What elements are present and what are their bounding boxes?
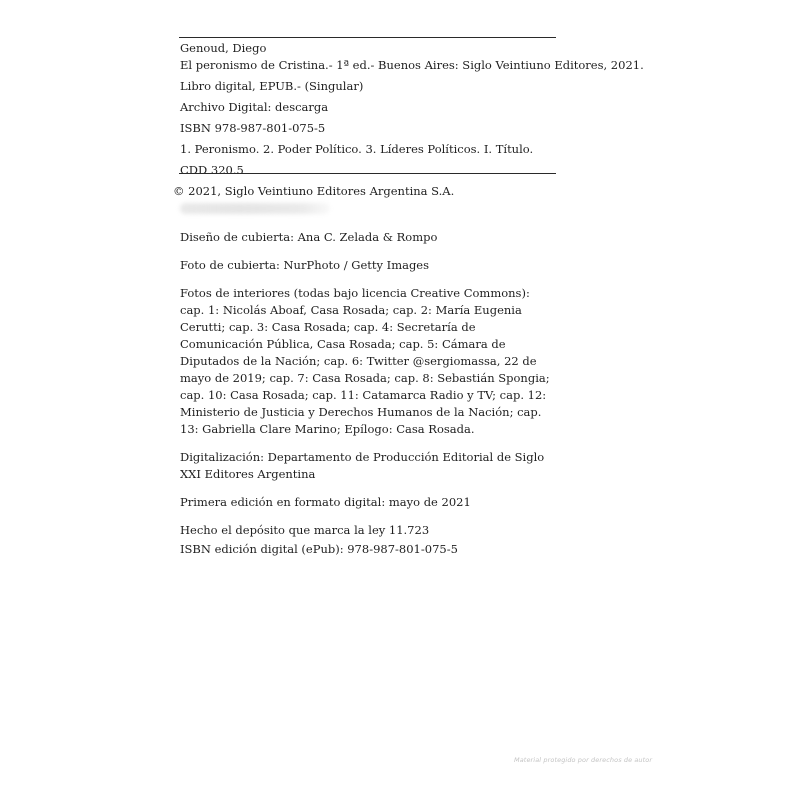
catalog-file-type: Archivo Digital: descarga — [180, 100, 329, 114]
catalog-author: Genoud, Diego — [180, 41, 267, 55]
catalog-cdd: CDD 320.5 — [180, 163, 244, 177]
catalog-format: Libro digital, EPUB.- (Singular) — [180, 79, 364, 93]
copyright-watermark: Material protegido por derechos de autor — [514, 756, 653, 764]
catalog-isbn: ISBN 978-987-801-075-5 — [180, 121, 326, 135]
copyright-notice: © 2021, Siglo Veintiuno Editores Argentina S.A. — [173, 184, 455, 198]
legal-deposit-note: Hecho el depósito que marca la ley 11.723 — [180, 523, 430, 537]
catalog-bottom-rule — [179, 173, 556, 174]
catalog-record — [180, 40, 644, 179]
cover-design-credit: Diseño de cubierta: Ana C. Zelada & Rompo — [180, 230, 438, 244]
cover-photo-credit: Foto de cubierta: NurPhoto / Getty Images — [180, 258, 430, 272]
digital-isbn: ISBN edición digital (ePub): 978-987-801-075-5 — [180, 542, 458, 556]
catalog-top-rule — [179, 37, 556, 38]
catalog-subjects: 1. Peronismo. 2. Poder Político. 3. Líderes Políticos. I. Título. — [180, 142, 534, 156]
credits-block — [180, 229, 555, 558]
catalog-title-line: El peronismo de Cristina.- 1ª ed.- Buenos Aires: Siglo Veintiuno Editores, 2021. — [180, 58, 644, 72]
interior-photos-credit: Fotos de interiores (todas bajo licencia Creative Commons): cap. 1: Nicolás Aboaf, Casa Rosada; cap. 2: María Eugenia Cerutti; cap. 3: Casa Rosada; cap. 4: Secretaría de Comunicación Pública, Casa Rosada; cap. 5: Cámara de Diputados de la Nación; cap. 6: Twitter @sergiomassa, 22 de mayo de 2019; cap. 7: Casa Rosada; cap. 8: Sebastián Spongia; cap. 10: Casa Rosada; cap. 11: Catamarca Radio y TV; cap. 12: Ministerio de Justicia y Derechos Humanos de la Nación; cap. 13: Gabriella Clare Marino; Epílogo: Casa Rosada. — [180, 286, 550, 436]
digitization-credit: Digitalización: Departamento de Producción Editorial de Siglo XXI Editores Argentina — [180, 450, 545, 481]
first-edition-note: Primera edición en formato digital: mayo de 2021 — [180, 495, 471, 509]
redacted-line — [180, 203, 330, 214]
